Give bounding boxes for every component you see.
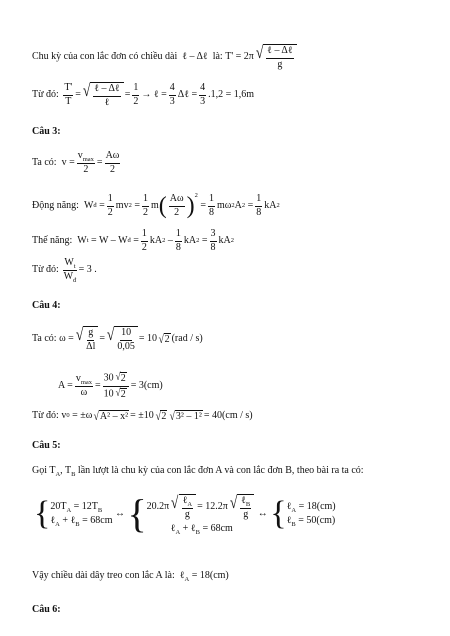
omega-line [32, 326, 203, 352]
num: ℓ – Δℓ [93, 84, 120, 97]
num: T' [63, 83, 73, 96]
den: ω [80, 386, 88, 398]
text: ω = [59, 333, 74, 344]
text: kA [183, 235, 197, 246]
den: 8 [208, 206, 214, 218]
sub: max [80, 379, 93, 386]
text: = 10 [138, 333, 157, 344]
text: Vậy chiều dài dây treo con lắc A là: [32, 570, 175, 581]
den: 2 [133, 95, 139, 107]
num: 30 [103, 372, 114, 384]
text: W [83, 200, 94, 211]
system-1 [50, 502, 112, 526]
text: ℓ [286, 501, 292, 512]
text: ℓ [286, 515, 292, 526]
den: Δl [86, 340, 96, 352]
period-formula-line [32, 44, 298, 70]
text: Ta có: [32, 333, 57, 344]
den: 8 [256, 206, 262, 218]
radicand: 3² – 1² [175, 411, 202, 422]
conclusion-line [32, 571, 229, 581]
den: 3 [169, 95, 175, 107]
text: 20.2π [146, 501, 170, 512]
kinetic-energy-line: Động năng: W đ = $\frac{1}{2}$ mv 2 = $\frac{1}{2}$ m ( $\frac{A\omega}{2}$ ) 2 = $\frac{1}{8}$ mω 2 A 2 = $\frac{1}{8}$ kA 2 [32, 192, 280, 219]
text: = 3 . [78, 264, 97, 275]
text: W [77, 235, 87, 246]
text: ℓ [50, 515, 56, 526]
sub: B [71, 471, 76, 478]
equation-system: { $20T_A = 12T_B$ ℓ$_A$ + ℓ$_B$ = 68cm ↔ { 20.2π √ $\frac{\ell_A}{g}$ = 12.2π √ $\frac{\ell_B}{g}$ ℓ$_A$ + ℓ$_B$ = 68cm ↔ { ℓ$_A$ = 18(cm) ℓ$_B$ = 50(cm) [34, 491, 336, 536]
text: = ±ω [72, 410, 93, 421]
text: = ±10 [130, 410, 154, 421]
heading-cau-5: Câu 5: [32, 440, 61, 451]
eq: = [134, 200, 140, 211]
num: Aω [105, 151, 121, 164]
text: Δℓ = [177, 89, 198, 100]
den: 8 [175, 241, 181, 253]
num: 1 [255, 194, 262, 207]
text: Chu kỳ của con lắc đơn có chiều dài [32, 51, 178, 62]
den: 2 [174, 206, 180, 218]
sub: A [175, 529, 181, 536]
eq: = [200, 200, 206, 211]
text: A = [58, 380, 73, 391]
lhs: T' = 2π [225, 51, 254, 62]
den: 3 [200, 95, 206, 107]
den: 0,05 [117, 340, 135, 352]
text: = 12.2π [197, 501, 228, 512]
sub: B [245, 501, 251, 508]
radicand: 2 [161, 411, 167, 422]
sub: B [195, 529, 200, 536]
sub: A [55, 521, 60, 528]
text: lần lượt là chu kỳ của con lắc đơn A và con lắc đơn B, theo bài ra ta có: [77, 465, 364, 476]
eq: = [99, 200, 105, 211]
num: Aω [169, 194, 185, 207]
num: 10 [120, 328, 132, 341]
den: g [184, 508, 190, 520]
text: Từ đó: [32, 89, 59, 100]
energy-ratio-line [32, 258, 97, 282]
text: v = [61, 157, 75, 168]
text: , T [60, 465, 72, 476]
text: .1,2 = 1,6m [208, 89, 255, 100]
den: 2 [107, 206, 113, 218]
text: = W – W [91, 235, 128, 246]
text: A [234, 200, 242, 211]
den: 2 [83, 163, 89, 175]
num: v [77, 150, 83, 161]
system-3 [287, 502, 336, 526]
text: mv [115, 200, 129, 211]
text: = 18(cm) [298, 501, 336, 512]
ratio-line [32, 82, 254, 108]
potential-energy-line: Thế năng: W t = W – W đ = $\frac{1}{2}$ kA 2 – $\frac{1}{8}$ kA 2 = $\frac{3}{8}$ kA 2 [32, 228, 234, 253]
text: Ta có: [32, 157, 57, 168]
text: = 68cm [202, 523, 233, 534]
text: Từ đó: [32, 410, 59, 421]
text: Thế năng: [32, 235, 73, 246]
system-2: 20.2π √ $\frac{\ell_A}{g}$ = 12.2π √ $\frac{\ell_B}{g}$ ℓ$_A$ + ℓ$_B$ = 68cm [147, 494, 256, 534]
eq: = [96, 157, 103, 168]
num: ℓ – Δℓ [266, 46, 293, 59]
equivalence-arrow: ↔ [114, 508, 125, 519]
arrow: → ℓ = [141, 89, 167, 100]
sub: B [291, 521, 296, 528]
text: – [167, 235, 173, 246]
num: ℓ [182, 495, 188, 506]
den: 8 [210, 241, 216, 253]
sub: A [66, 507, 72, 514]
sub: A [291, 507, 297, 514]
heading-cau-3: Câu 3: [32, 126, 61, 137]
num: ℓ [241, 495, 246, 506]
num: 3 [210, 229, 217, 242]
text: Gọi T [32, 465, 56, 476]
num: 1 [142, 194, 149, 207]
text: = 50(cm) [298, 515, 336, 526]
text: Từ đó: [32, 264, 59, 275]
num: g [87, 328, 94, 341]
sqrt: √ $\frac{g}{\Delta l}$ [75, 326, 99, 352]
num: 4 [199, 83, 206, 96]
equivalence-arrow: ↔ [257, 508, 268, 519]
text: = 40(cm / s) [203, 410, 253, 421]
text: Động năng: [32, 200, 79, 211]
sub: A [184, 576, 190, 583]
text: ℓ [179, 570, 185, 581]
num: 4 [169, 83, 176, 96]
sqrt: √ $\frac{\text{ℓ – Δℓ}}{g}$ [255, 44, 297, 70]
text: = 18(cm) [191, 570, 229, 581]
den: 2 [109, 163, 115, 175]
sub: A [187, 501, 193, 508]
num: 1 [107, 194, 114, 207]
sqrt: √ $\frac{\text{ℓ – Δℓ}}{\text{ℓ}}$ [82, 82, 124, 108]
text: = 12T [73, 501, 98, 512]
length-expr: ℓ – Δℓ [182, 51, 208, 62]
den: ℓ [104, 96, 110, 108]
text: kA [218, 235, 231, 246]
num: 1 [141, 229, 148, 242]
text: mω [216, 200, 232, 211]
text: m [150, 200, 159, 211]
num: v [75, 373, 81, 384]
problem-text [32, 466, 364, 476]
text: + ℓ [182, 523, 196, 534]
text: kA [149, 235, 163, 246]
text: là: [212, 51, 223, 62]
text: = 3(cm) [130, 380, 163, 391]
radicand: A² – x² [99, 411, 129, 422]
sqrt: √ 2 [158, 332, 170, 346]
text: = 68cm [82, 515, 113, 526]
eq: = [75, 89, 81, 100]
text: ℓ [170, 523, 176, 534]
eq: = [133, 235, 139, 246]
radicand: 2 [120, 388, 126, 400]
heading-cau-6: Câu 6: [32, 604, 61, 615]
eq: = [95, 380, 101, 391]
velocity-line [32, 151, 122, 175]
den: g [277, 58, 283, 70]
sqrt: √ $\frac{10}{0,05}$ [106, 326, 138, 352]
den: W [63, 270, 74, 282]
num: 1 [132, 83, 139, 96]
den: 10 [103, 388, 114, 400]
eq: = [99, 333, 106, 344]
text: kA [264, 200, 277, 211]
sub: đ [73, 276, 77, 284]
sub: max [82, 156, 94, 163]
eq: = [247, 200, 254, 211]
den: g [243, 508, 249, 520]
text: v [61, 410, 67, 421]
den: 2 [141, 241, 147, 253]
text: + ℓ [62, 515, 76, 526]
sub: t [73, 263, 76, 270]
sub: B [75, 521, 80, 528]
radicand: 2 [164, 334, 170, 345]
text: (rad / s) [171, 333, 203, 344]
eq: = [201, 235, 208, 246]
den: T [65, 95, 72, 107]
heading-cau-4: Câu 4: [32, 300, 61, 311]
num: W [64, 257, 74, 268]
sub: B [97, 507, 103, 514]
amplitude-line: A = $\frac{v_{max}}{\omega}$ = 30 √ 2 10 √ 2 = 3(cm) [58, 371, 163, 400]
max-velocity-line: Từ đó: v 0 = ±ω √ A² – x² = ±10 √ 2 √ 3² – 1² = 40(cm / s) [32, 409, 253, 423]
sub: A [55, 471, 61, 478]
radicand: 2 [120, 373, 126, 384]
text: 20T [50, 501, 67, 512]
den: 2 [142, 206, 148, 218]
eq: = [124, 89, 131, 100]
num: 1 [208, 194, 215, 207]
num: 1 [175, 229, 182, 242]
